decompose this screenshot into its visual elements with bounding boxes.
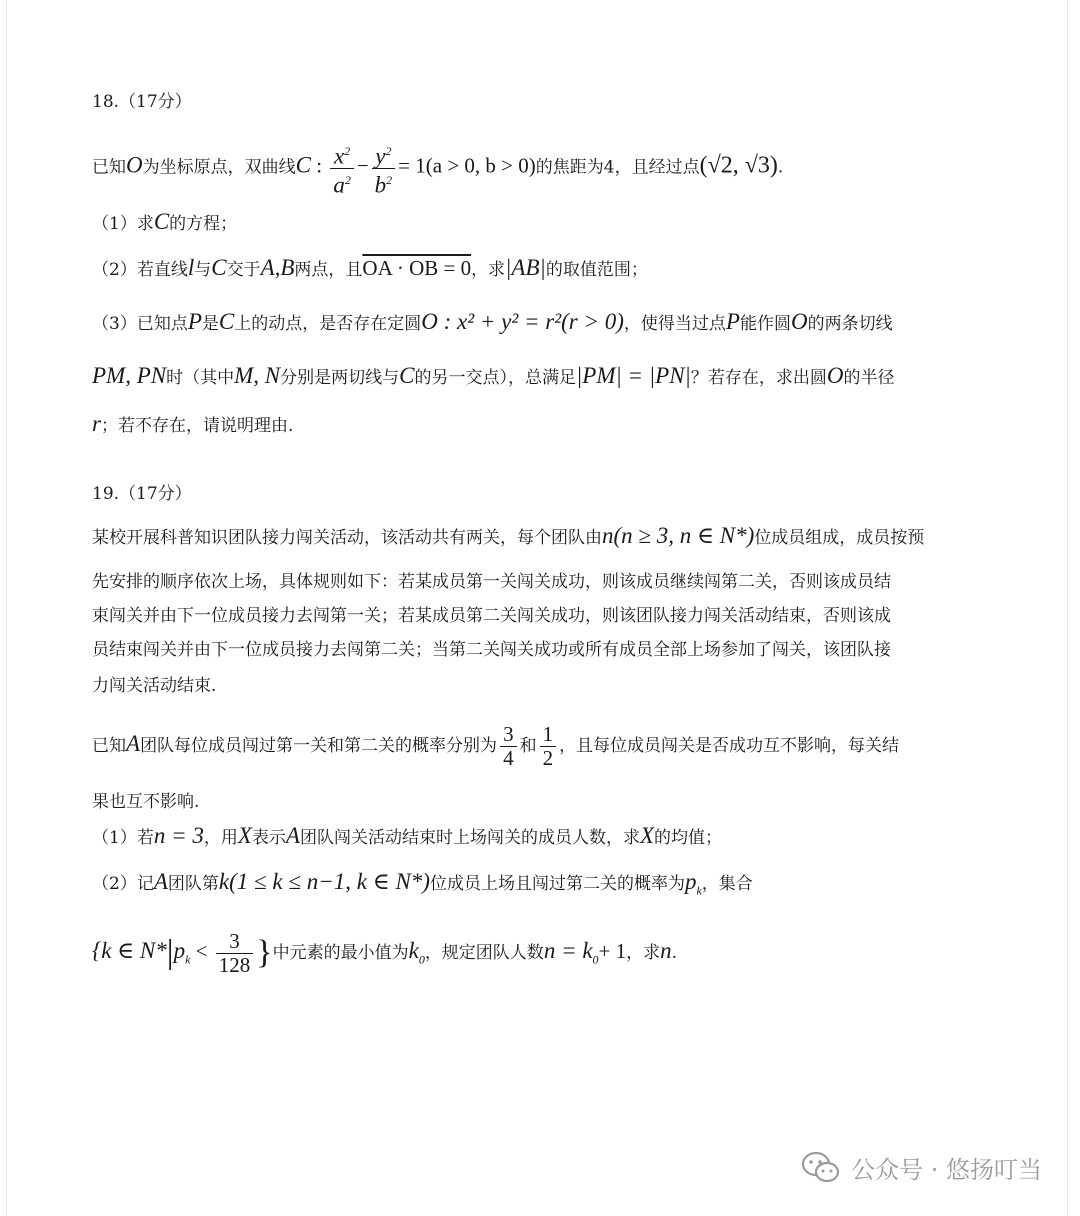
q19-sub1: （1）若n = 3，用X表示A团队闯关活动结束时上场闯关的成员人数，求X的均值； [92,823,723,848]
q19-line1: 某校开展科普知识团队接力闯关活动，该活动共有两关，每个团队由n(n ≥ 3, n ∈ N*)位成员组成，成员按预 [92,523,925,548]
q19-line7: 果也互不影响. [92,792,200,812]
q19-line5: 力闯关活动结束. [92,676,217,696]
frac-y2-b2: $\frac{y^2}{b^2}$ [372,140,396,196]
frac-3-4: $\frac{3}{4}$ [500,723,517,770]
q18-stem: 已知O为坐标原点，双曲线C : $\frac{x^2}{a^2}$ − $\frac{y^2}{b^2}$ = 1(a > 0, b > 0)的焦距为4，且经过点(√2, √3). [92,140,1010,184]
q19-sub2-line2: {k ∈ $N*|p_k$ < $\frac{3}{128}$ }中元素的最小值为$k_0$，规定团队人数$n = k_0+ 1$，求n. [92,929,678,977]
q19-sub2-line1: （2）记A团队第k(1 ≤ k ≤ n−1, k ∈ N*)位成员上场且闯过第二关的概率为$p_k$，集合 [92,869,753,898]
q19-line2: 先安排的顺序依次上场，具体规则如下：若某成员第一关闯关成功，则该成员继续闯第二关，否则该成员结 [92,572,891,592]
wechat-icon [801,1151,841,1185]
q19-line3: 束闯关并由下一位成员接力去闯第一关；若某成员第二关闯关成功，则该团队接力闯关活动结束，否则该成 [92,606,891,626]
q18-part3-line3: r；若不存在，请说明理由. [92,411,294,436]
q18-part3-line1: （3）已知点P是C上的动点，是否存在定圆O : x² + y² = r²(r > 0)，使得当过点P能作圆O的两条切线 [92,309,893,334]
q18-part3-line2: PM, PN时（其中M, N分别是两切线与C的另一交点），总满足|PM| = |PN|？若存在，求出圆O的半径 [92,363,895,388]
frac-1-2: $\frac{1}{2}$ [540,723,557,770]
q19-line4: 员结束闯关并由下一位成员接力去闯第二关；当第二关闯关成功或所有成员全部上场参加了闯关，该团队接 [92,640,891,660]
frac-x2-a2: $\frac{x^2}{a^2}$ [330,140,354,196]
q19-header: 19.（17分） [92,484,192,504]
q19-line6: 已知A团队每位成员闯过第一关和第二关的概率分别为 $\frac{3}{4}$ 和 $\frac{1}{2}$ ，且每位成员闯关是否成功互不影响，每关结 [92,722,900,770]
q18-part2: （2）若直线l与C交于A,B两点，且OA · OB = 0，求|AB|的取值范围； [92,255,648,280]
watermark-text: 公众号 · 悠扬叮当 [851,1156,1042,1184]
q18-part1: （1）求C的方程； [92,209,238,234]
frac-3-128: $\frac{3}{128}$ [216,930,254,977]
watermark [801,1150,1042,1185]
q18-header: 18.（17分） [92,92,192,112]
